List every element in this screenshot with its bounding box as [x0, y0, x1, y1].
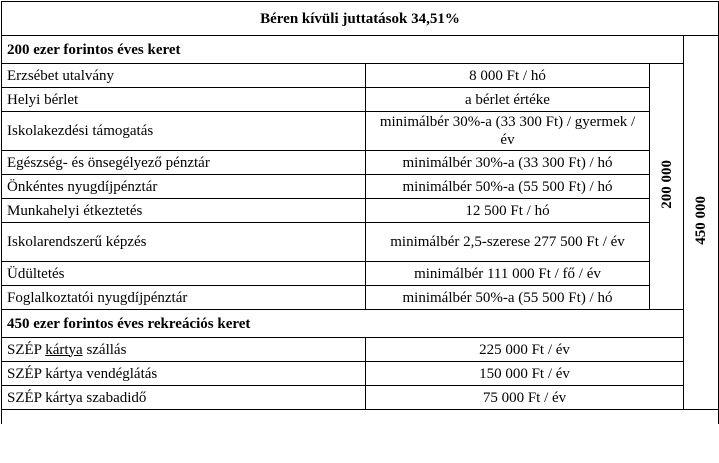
- benefit-limit: minimálbér 2,5-szerese 277 500 Ft / év: [366, 223, 650, 262]
- benefit-name: Foglalkoztatói nyugdíjpénztár: [2, 286, 366, 310]
- benefit-limit: minimálbér 30%-a (33 300 Ft) / gyermek / év: [366, 112, 650, 151]
- table-row: [2, 338, 719, 362]
- section-header-row: [2, 310, 719, 338]
- table-row: [2, 386, 719, 410]
- benefit-name: Helyi bérlet: [2, 88, 366, 112]
- benefit-name: Erzsébet utalvány: [2, 64, 366, 88]
- table-row: [2, 199, 719, 223]
- benefit-limit: minimálbér 50%-a (55 500 Ft) / hó: [366, 175, 650, 199]
- benefit-name: Üdültetés: [2, 262, 366, 286]
- table-row: [2, 362, 719, 386]
- benefit-limit: a bérlet értéke: [366, 88, 650, 112]
- benefit-limit: minimálbér 30%-a (33 300 Ft) / hó: [366, 151, 650, 175]
- section-heading-annual-budget: 200 ezer forintos éves keret: [2, 36, 684, 64]
- title-row: [2, 2, 719, 36]
- benefit-name: Egészség- és önsegélyező pénztár: [2, 151, 366, 175]
- table-row: [2, 64, 719, 88]
- benefit-name: Iskolarendszerű képzés: [2, 223, 366, 262]
- benefit-limit: minimálbér 50%-a (55 500 Ft) / hó: [366, 286, 650, 310]
- benefit-name: Munkahelyi étkeztetés: [2, 199, 366, 223]
- szep-card-label: SZÉP: [7, 341, 46, 358]
- table-row: [2, 286, 719, 310]
- benefits-table: [1, 1, 719, 424]
- benefit-limit: 8 000 Ft / hó: [366, 64, 650, 88]
- benefit-name: SZÉP kártya szabadidő: [2, 386, 366, 410]
- section-total-value: 200 000: [658, 159, 675, 209]
- benefit-name: Önkéntes nyugdíjpénztár: [2, 175, 366, 199]
- grand-total-cell: [684, 36, 719, 410]
- card-word: kártya: [45, 341, 83, 358]
- table-row: [2, 112, 719, 151]
- empty-cell: [2, 410, 719, 425]
- benefit-name: [2, 338, 366, 362]
- table-row: [2, 88, 719, 112]
- section-total-cell: [650, 64, 684, 310]
- benefit-name: SZÉP kártya vendéglátás: [2, 362, 366, 386]
- benefit-limit: 75 000 Ft / év: [366, 386, 684, 410]
- table-row-empty: [2, 410, 719, 425]
- benefit-limit: 12 500 Ft / hó: [366, 199, 650, 223]
- table-row: [2, 151, 719, 175]
- benefit-limit: 150 000 Ft / év: [366, 362, 684, 386]
- table-title: Béren kívüli juttatások 34,51%: [2, 2, 719, 36]
- benefit-limit: minimálbér 111 000 Ft / fő / év: [366, 262, 650, 286]
- section-heading-recreation-budget: 450 ezer forintos éves rekreációs keret: [2, 310, 684, 338]
- table-row: [2, 223, 719, 262]
- benefit-name: Iskolakezdési támogatás: [2, 112, 366, 151]
- accommodation-word: szállás: [82, 341, 127, 358]
- table-row: [2, 262, 719, 286]
- section-header-row: [2, 36, 719, 64]
- table-row: [2, 175, 719, 199]
- benefit-limit: 225 000 Ft / év: [366, 338, 684, 362]
- grand-total-value: 450 000: [693, 195, 709, 245]
